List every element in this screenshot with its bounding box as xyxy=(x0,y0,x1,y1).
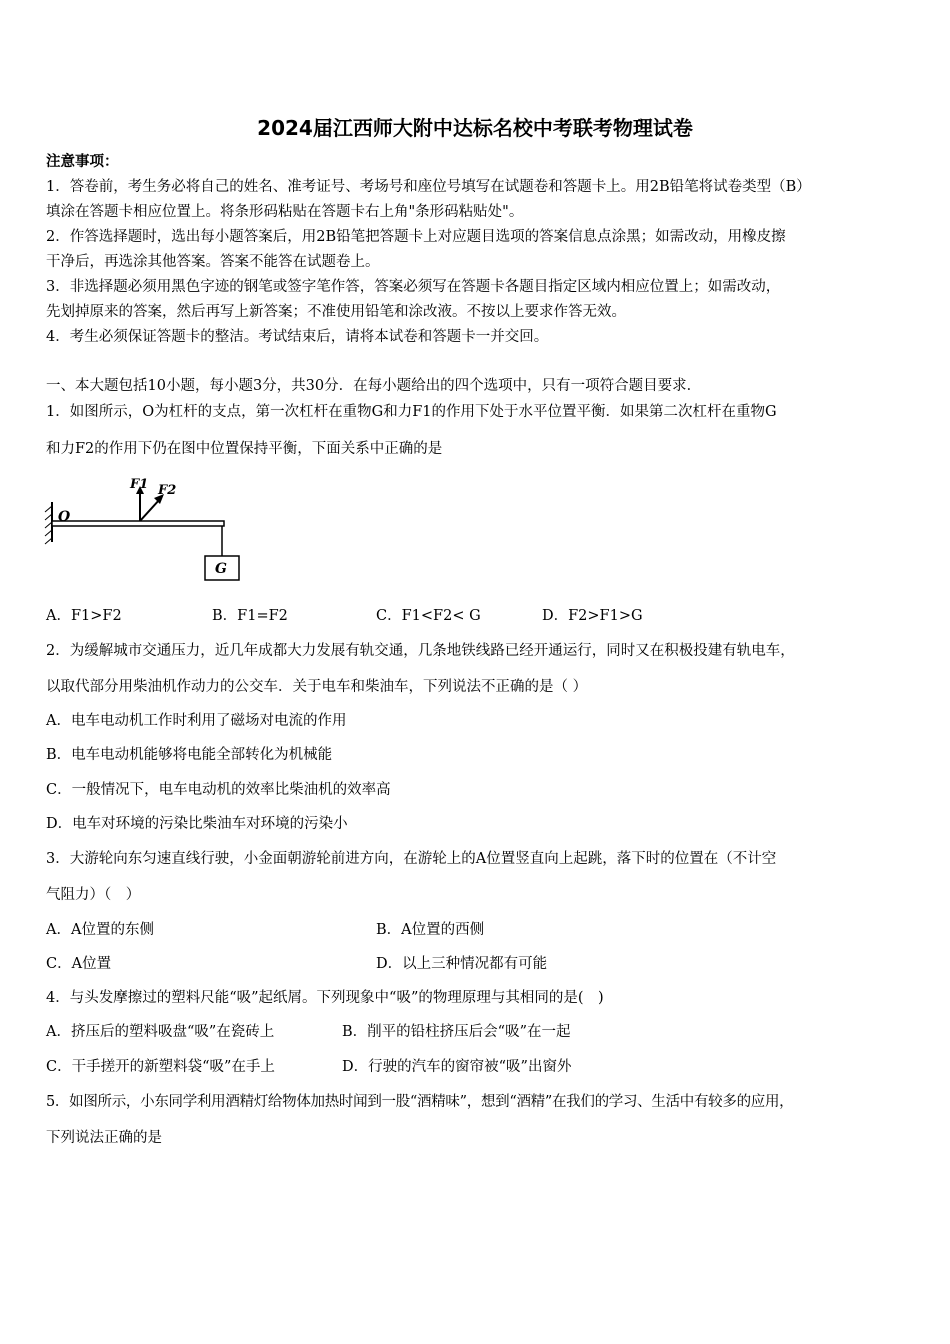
q4-option-d[interactable]: D．行驶的汽车的窗帘被“吸”出窗外 xyxy=(342,1059,572,1075)
q1-stem-line1: 1．如图所示，O为杠杆的支点，第一次杠杆在重物G和力F1的作用下处于水平位置平衡．如果第二次杠杆在重物G xyxy=(46,404,777,420)
q2-stem-line2: 以取代部分用柴油机作动力的公交车．关于电车和柴油车，下列说法不正确的是（ ） xyxy=(46,679,588,695)
q1-stem-line2: 和力F2的作用下仍在图中位置保持平衡，下面关系中正确的是 xyxy=(46,441,443,457)
wall-hatch xyxy=(45,506,52,544)
lever-figure xyxy=(44,472,254,588)
lever-bar xyxy=(52,521,224,526)
q4-stem: 4．与头发摩擦过的塑料尺能“吸”起纸屑。下列现象中“吸”的物理原理与其相同的是( ) xyxy=(46,990,604,1006)
pivot-label: O xyxy=(58,509,71,525)
q3-option-b[interactable]: B．A位置的西侧 xyxy=(376,922,485,938)
notice-line: 干净后，再选涂其他答案。答案不能答在试题卷上。 xyxy=(46,254,380,270)
q3-stem-line2: 气阻力）（ ） xyxy=(46,887,141,903)
f2-arrow xyxy=(140,499,160,521)
page-title: 2024届江西师大附中达标名校中考联考物理试卷 xyxy=(257,116,693,140)
notice-line: 1．答卷前，考生务必将自己的姓名、准考证号、考场号和座位号填写在试题卷和答题卡上。用2B铅笔将试卷类型（B） xyxy=(46,179,811,195)
weight-label: G xyxy=(215,561,227,577)
notice-heading: 注意事项： xyxy=(46,153,119,170)
notice-line: 填涂在答题卡相应位置上。将条形码粘贴在答题卡右上角"条形码粘贴处"。 xyxy=(46,204,524,220)
q2-option-b[interactable]: B．电车电动机能够将电能全部转化为机械能 xyxy=(46,747,333,763)
notice-line: 3．非选择题必须用黑色字迹的钢笔或签字笔作答，答案必须写在答题卡各题目指定区域内相应位置上；如需改动， xyxy=(46,279,781,295)
q4-option-a[interactable]: A．挤压后的塑料吸盘“吸”在瓷砖上 xyxy=(46,1024,275,1040)
q2-option-c[interactable]: C．一般情况下，电车电动机的效率比柴油机的效率高 xyxy=(46,782,391,798)
q3-option-c[interactable]: C．A位置 xyxy=(46,956,112,972)
q3-stem-line1: 3．大游轮向东匀速直线行驶，小金面朝游轮前进方向，在游轮上的A位置竖直向上起跳，落下时的位置在（不计空 xyxy=(46,851,777,867)
notice-line: 2．作答选择题时，选出每小题答案后，用2B铅笔把答题卡上对应题目选项的答案信息点涂黑；如需改动，用橡皮擦 xyxy=(46,229,786,245)
q3-option-d[interactable]: D．以上三种情况都有可能 xyxy=(376,956,548,972)
q1-option-a[interactable]: A．F1>F2 xyxy=(46,608,122,624)
q5-stem-line2: 下列说法正确的是 xyxy=(46,1130,162,1146)
q2-option-a[interactable]: A．电车电动机工作时利用了磁场对电流的作用 xyxy=(46,713,347,729)
q1-option-c[interactable]: C．F1<F2< G xyxy=(376,608,481,624)
section-heading: 一、本大题包括10小题，每小题3分，共30分．在每小题给出的四个选项中，只有一项符合题目要求． xyxy=(46,378,702,394)
q1-option-b[interactable]: B．F1=F2 xyxy=(212,608,288,624)
q3-option-a[interactable]: A．A位置的东侧 xyxy=(46,922,154,938)
f1-label: F1 xyxy=(130,477,149,492)
q4-option-c[interactable]: C．干手搓开的新塑料袋“吸”在手上 xyxy=(46,1059,275,1075)
q2-option-d[interactable]: D．电车对环境的污染比柴油车对环境的污染小 xyxy=(46,816,348,832)
notice-line: 4．考生必须保证答题卡的整洁。考试结束后，请将本试卷和答题卡一并交回。 xyxy=(46,329,549,345)
notice-line: 先划掉原来的答案，然后再写上新答案；不准使用铅笔和涂改液。不按以上要求作答无效。 xyxy=(46,304,626,320)
q1-option-d[interactable]: D．F2>F1>G xyxy=(542,608,643,624)
q5-stem-line1: 5．如图所示，小东同学利用酒精灯给物体加热时闻到一股“酒精味”，想到“酒精”在我们的学习、生活中有较多的应用， xyxy=(46,1094,794,1110)
q4-option-b[interactable]: B．削平的铅柱挤压后会“吸”在一起 xyxy=(342,1024,571,1040)
q2-stem-line1: 2．为缓解城市交通压力，近几年成都大力发展有轨交通，几条地铁线路已经开通运行，同时又在积极投建有轨电车， xyxy=(46,643,795,659)
f2-label: F2 xyxy=(158,483,177,498)
